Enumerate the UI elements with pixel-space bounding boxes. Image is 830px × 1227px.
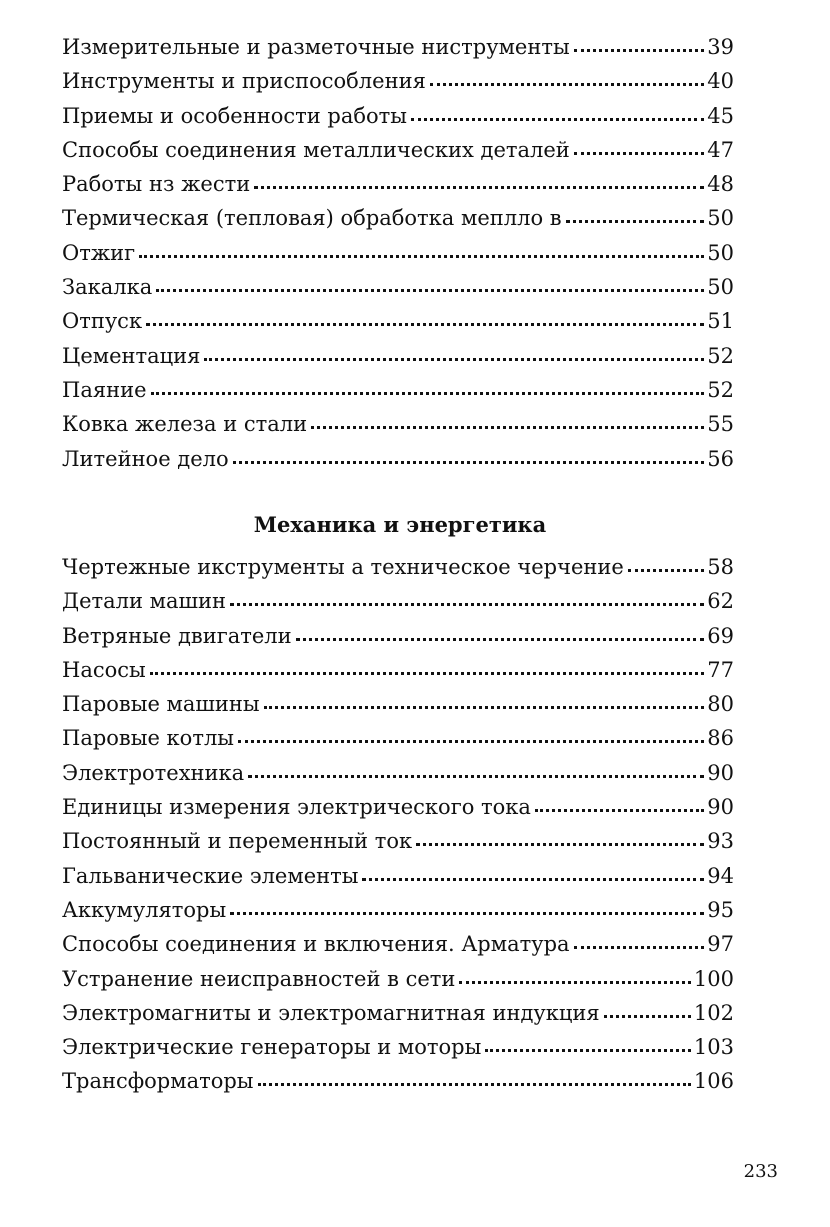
toc-entry	[62, 99, 734, 133]
toc-entry-page: 45	[707, 103, 734, 128]
dot-leader	[574, 946, 705, 949]
toc-entry	[62, 756, 734, 790]
toc-entry-page: 94	[707, 863, 734, 888]
toc-entry-title: Детали машин	[62, 589, 227, 614]
toc-entry-title: Паровые машины	[62, 692, 260, 717]
dot-leader	[230, 912, 704, 915]
toc-entry	[62, 373, 734, 407]
toc-entry	[62, 619, 734, 653]
toc-entry-title: Приемы и особенности работы	[62, 103, 407, 128]
toc-entry-title: Цементация	[62, 343, 201, 368]
dot-leader	[151, 392, 705, 395]
toc-entry	[62, 653, 734, 687]
dot-leader	[139, 255, 704, 258]
dot-leader	[311, 426, 704, 429]
toc-entry-title: Измерительные и разметочные ниструменты	[62, 35, 570, 59]
dot-leader	[264, 706, 705, 709]
toc-section-1	[62, 30, 734, 476]
toc-entry	[62, 304, 734, 338]
toc-entry	[62, 996, 734, 1030]
toc-entry	[62, 1064, 734, 1098]
toc-entry	[62, 584, 734, 618]
dot-leader	[296, 638, 705, 641]
dot-leader	[485, 1049, 691, 1052]
toc-entry-page: 90	[707, 760, 734, 785]
toc-entry-title: Отжиг	[62, 240, 136, 265]
toc-entry	[62, 927, 734, 961]
toc-entry-title: Инструменты и приспособления	[62, 69, 426, 94]
toc-entry-title: Аккумуляторы	[62, 897, 227, 922]
toc-entry-page: 56	[707, 446, 734, 471]
toc-entry-page: 93	[707, 829, 734, 854]
toc-entry	[62, 790, 734, 824]
toc-entry	[62, 687, 734, 721]
toc-entry	[62, 550, 734, 584]
toc-entry	[62, 407, 734, 441]
toc-entry-page: 86	[707, 726, 734, 751]
dot-leader	[459, 981, 690, 984]
dot-leader	[362, 878, 704, 881]
toc-entry-page: 95	[707, 897, 734, 922]
toc-entry	[62, 721, 734, 755]
toc-entry-title: Устранение неисправностей в сети	[62, 966, 456, 991]
toc-entry-page: 90	[707, 795, 734, 820]
toc-entry-title: Паяние	[62, 377, 147, 402]
toc-entry-page: 97	[707, 932, 734, 957]
toc-entry	[62, 442, 734, 476]
dot-leader	[604, 1015, 691, 1018]
dot-leader	[156, 289, 704, 292]
toc-entry-page: 39	[707, 35, 734, 59]
dot-leader	[416, 843, 704, 846]
toc-entry	[62, 1030, 734, 1064]
toc-entry-page: 80	[707, 692, 734, 717]
toc-entry-title: Паровые котлы	[62, 726, 234, 751]
toc-entry	[62, 30, 734, 64]
toc-entry-page: 69	[707, 623, 734, 648]
toc-entry-page: 47	[707, 137, 734, 162]
toc-entry-page: 102	[693, 1000, 734, 1025]
toc-entry-title: Литейное дело	[62, 446, 229, 471]
dot-leader	[233, 461, 705, 464]
toc-entry-page: 55	[707, 412, 734, 437]
toc-entry	[62, 133, 734, 167]
page-number: 233	[743, 1161, 778, 1182]
toc-entry-page: 62	[707, 589, 734, 614]
section-heading: Механика и энергетика	[253, 512, 547, 537]
toc-entry-page: 106	[693, 1069, 734, 1094]
dot-leader	[574, 49, 705, 52]
toc-entry-title: Ветряные двигатели	[62, 623, 292, 648]
toc-entry-page: 50	[707, 206, 734, 231]
toc-entry-page: 50	[707, 240, 734, 265]
dot-leader	[150, 672, 705, 675]
toc-entry-title: Закалка	[62, 275, 153, 300]
toc-entry-title: Ковка железа и стали	[62, 412, 308, 437]
toc-entry-title: Электрические генераторы и моторы	[62, 1035, 482, 1060]
toc-entry	[62, 962, 734, 996]
toc-entry	[62, 201, 734, 235]
dot-leader	[535, 809, 704, 812]
dot-leader	[430, 83, 704, 86]
dot-leader	[238, 740, 704, 743]
toc-entry	[62, 270, 734, 304]
toc-entry-title: Единицы измерения электрического тока	[62, 795, 531, 820]
dot-leader	[204, 358, 704, 361]
toc-entry-title: Гальванические элементы	[62, 863, 359, 888]
dot-leader	[254, 186, 704, 189]
toc-entry-title: Способы соединения и включения. Арматура	[62, 932, 570, 957]
toc-entry	[62, 859, 734, 893]
toc-entry-page: 50	[707, 275, 734, 300]
dot-leader	[230, 603, 704, 606]
dot-leader	[146, 323, 704, 326]
toc-entry-title: Насосы	[62, 657, 146, 682]
toc-entry-title: Трансформаторы	[62, 1069, 254, 1094]
toc-entry-page: 51	[707, 309, 734, 334]
toc-entry-page: 103	[693, 1035, 734, 1060]
toc-entry-title: Работы нз жести	[62, 172, 251, 197]
toc-entry-title: Способы соединения металлических деталей	[62, 137, 570, 162]
dot-leader	[411, 118, 704, 121]
toc-entry	[62, 339, 734, 373]
dot-leader	[566, 220, 705, 223]
toc-entry-page: 48	[707, 172, 734, 197]
toc-entry-title: Чертежные икструменты а техническое черчение	[62, 555, 624, 579]
dot-leader	[248, 775, 704, 778]
toc-entry-title: Термическая (тепловая) обработка меплло в	[62, 206, 562, 231]
toc-entry-page: 52	[707, 343, 734, 368]
toc-entry-title: Электромагниты и электромагнитная индукция	[62, 1000, 600, 1025]
toc-entry-page: 77	[707, 657, 734, 682]
toc-entry-page: 40	[707, 69, 734, 94]
toc-entry	[62, 893, 734, 927]
toc-entry-title: Постоянный и переменный ток	[62, 829, 413, 854]
toc-entry-page: 58	[707, 555, 734, 579]
toc-section-2	[62, 550, 734, 1099]
dot-leader	[258, 1083, 691, 1086]
dot-leader	[628, 569, 704, 572]
toc-entry-page: 100	[693, 966, 734, 991]
toc-entry	[62, 824, 734, 858]
toc-entry-title: Отпуск	[62, 309, 143, 334]
toc-entry	[62, 236, 734, 270]
dot-leader	[574, 152, 704, 155]
toc-entry-title: Электротехника	[62, 760, 245, 785]
toc-entry-page: 52	[707, 377, 734, 402]
toc-entry	[62, 64, 734, 98]
toc-entry	[62, 167, 734, 201]
